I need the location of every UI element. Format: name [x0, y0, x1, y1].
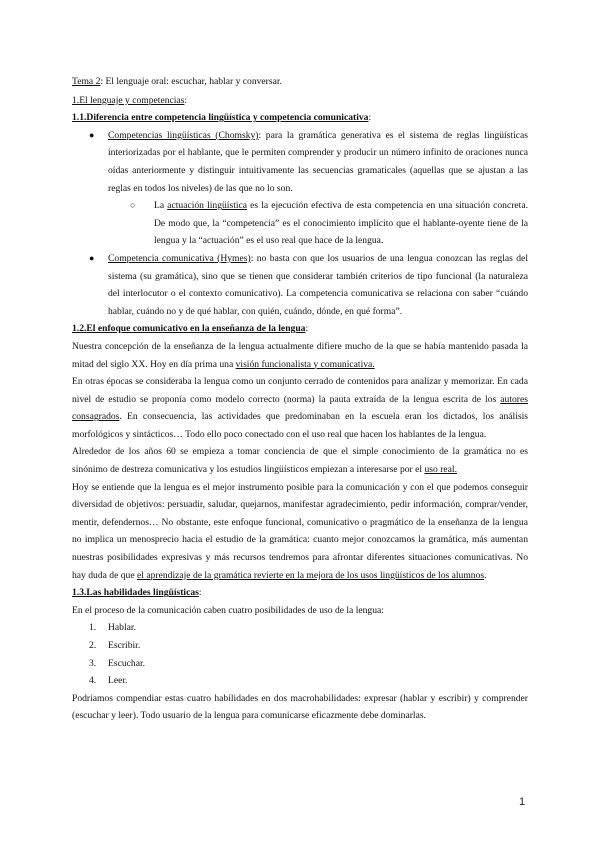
section-1-heading-text: 1.El lenguaje y competencias [72, 94, 185, 106]
circle-bullet-icon: ○ [130, 200, 136, 211]
section-1-1-heading [72, 109, 528, 127]
term-hymes: Competencia comunicativa (Hymes) [108, 252, 251, 264]
item-number: 3. [89, 657, 97, 669]
section-1-2-heading-text: 1.2.El enfoque comunicativo en la enseñanza de la lengua [72, 323, 306, 335]
item-label: Escribir. [108, 640, 141, 651]
bullet-icon: ● [89, 129, 95, 140]
item-number: 4. [89, 675, 97, 687]
document-title [72, 73, 528, 91]
definition-actuacion: es la ejecución efectiva de esta competencia en una situación concreta. De modo que, la “competencia” es el conocimiento implícito que el hablante-oyente tiene de la lengua y la “actuación” es el uso real que hace de la lengua. [154, 200, 528, 247]
section-1-1-heading-text: 1.1.Diferencia entre competencia lingüística y competencia comunicativa [72, 112, 369, 124]
list-item-actuacion [72, 197, 528, 250]
aprendizaje-gramatica: el aprendizaje de la gramática revierte en la mejora de los usos lingüísticos de los alumnos [137, 569, 485, 581]
section-1-3-heading [72, 584, 528, 602]
document-body [72, 73, 528, 725]
paragraph-otras-epocas-text: En otras épocas se consideraba la lengua como un conjunto cerrado de contenidos para analizar y memorizar. En cada nivel de estudio se proponía como modelo correcto (norma) la pauta extraída de la lengua escrita de los [72, 376, 528, 405]
section-1-heading [72, 92, 528, 110]
vision-funcionalista-link: visión funcionalista y comunicativa. [235, 358, 375, 370]
uso-real: uso real. [424, 464, 457, 476]
list-item-hymes [72, 250, 528, 320]
page-number: 1 [519, 796, 526, 808]
competencias-list [72, 127, 528, 197]
paragraph-otras-epocas [72, 373, 528, 443]
list-item [72, 637, 528, 655]
sub-prefix: La [154, 200, 168, 212]
paragraph-anos-60-text: Alrededor de los años 60 se empieza a tomar conciencia de que el simple conocimiento de la gramática no es sinónimo de destreza comunicativa y los estudios lingüísticos empiezan a interesarse por el [72, 446, 528, 476]
definition-hymes: : no basta con que los usuarios de una lengua conozcan las reglas del sistema (su gramática), sino que se tienen que considerar también criterios de tipo funcional (la naturaleza del interlocutor o el contexto comunicativo). La competencia comunicativa se relaciona con saber “cuándo hablar, cuándo no y de qué hablar, con quién, cuándo, dónde, en qué forma”. [108, 252, 528, 317]
habilidades-closing: Podríamos compendiar estas cuatro habilidades en dos macrohabilidades: expresar (hablar y escribir) y comprender (escuchar y leer). Todo usuario de la lengua para comunicarse eficazmente debe dominarlas. [72, 692, 528, 722]
term-actuacion: actuación lingüística [167, 200, 248, 212]
term-chomsky: Competencias lingüísticas (Chomsky) [108, 129, 259, 141]
sub-list [72, 197, 528, 250]
section-1-3-colon: : [198, 587, 202, 599]
title-prefix: Tema 2 [72, 76, 101, 87]
item-number: 1. [89, 622, 97, 634]
title-rest: : El lenguaje oral: escuchar, hablar y conversar. [100, 76, 282, 87]
section-1-colon: : [184, 94, 188, 106]
paragraph-otras-epocas-text-2: . En consecuencia, las actividades que predominaban en la escuela eran los dictados, los análisis morfológicos y sintácticos… Todo ello poco conectado con el uso real que hacen los hablantes de la lengua. [72, 411, 528, 440]
list-item [72, 619, 528, 637]
section-1-1-colon: : [368, 112, 372, 124]
section-1-2-colon: : [305, 323, 309, 335]
bullet-icon: ● [89, 252, 95, 263]
habilidades-list [72, 619, 528, 689]
competencias-list-2 [72, 250, 528, 320]
paragraph-hoy-text: Hoy se entiende que la lengua es el mejor instrumento posible para la comunicación y con el que podemos conseguir diversidad de objetivos: persuadir, saludar, quejarnos, manifestar agradecimiento, pedir información, comprar/vender, mentir, defendernos… No obstante, este enfoque funcional, comunicativo o pragmático de la enseñanza de la lengua no implica un menosprecio hacia el estudio de la gramática: cuanto mejor conozcamos la gramática, más aumentan nuestras posibilidades expresivas y más recursos tendremos para afrontar diferentes situaciones comunicativas. No hay duda de que [72, 481, 528, 581]
autores-consagrados: autores consagrados [72, 393, 528, 423]
section-1-3-heading-text: 1.3.Las habilidades lingüísticas [72, 587, 199, 599]
list-item-chomsky [72, 127, 528, 197]
section-1-2-heading [72, 320, 528, 338]
paragraph-hoy [72, 479, 528, 585]
list-item [72, 672, 528, 690]
paragraph-concepcion-text: Nuestra concepción de la enseñanza de la lengua actualmente difiere mucho de la que se había mantenido pasada la mitad del siglo XX. Hoy en día prima una [72, 340, 528, 370]
list-item [72, 655, 528, 673]
definition-chomsky: : para la gramática generativa es el sistema de reglas lingüísticas interiorizadas por el hablante, que le permiten comprender y producir un número infinito de oraciones nunca oídas anteriormente y distinguir intuitivamente las secuencias gramaticales (aquellas que se ajustan a las reglas en todos los niveles) de las que no lo son. [108, 129, 528, 194]
item-label: Escuchar. [108, 657, 146, 669]
paragraph-concepcion [72, 338, 528, 373]
item-label: Leer. [108, 675, 128, 687]
item-label: Hablar. [108, 622, 136, 634]
paragraph-hoy-end: . [484, 569, 487, 581]
habilidades-intro: En el proceso de la comunicación caben cuatro posibilidades de uso de la lengua: [72, 604, 384, 616]
item-number: 2. [89, 640, 97, 651]
paragraph-anos-60 [72, 443, 528, 478]
